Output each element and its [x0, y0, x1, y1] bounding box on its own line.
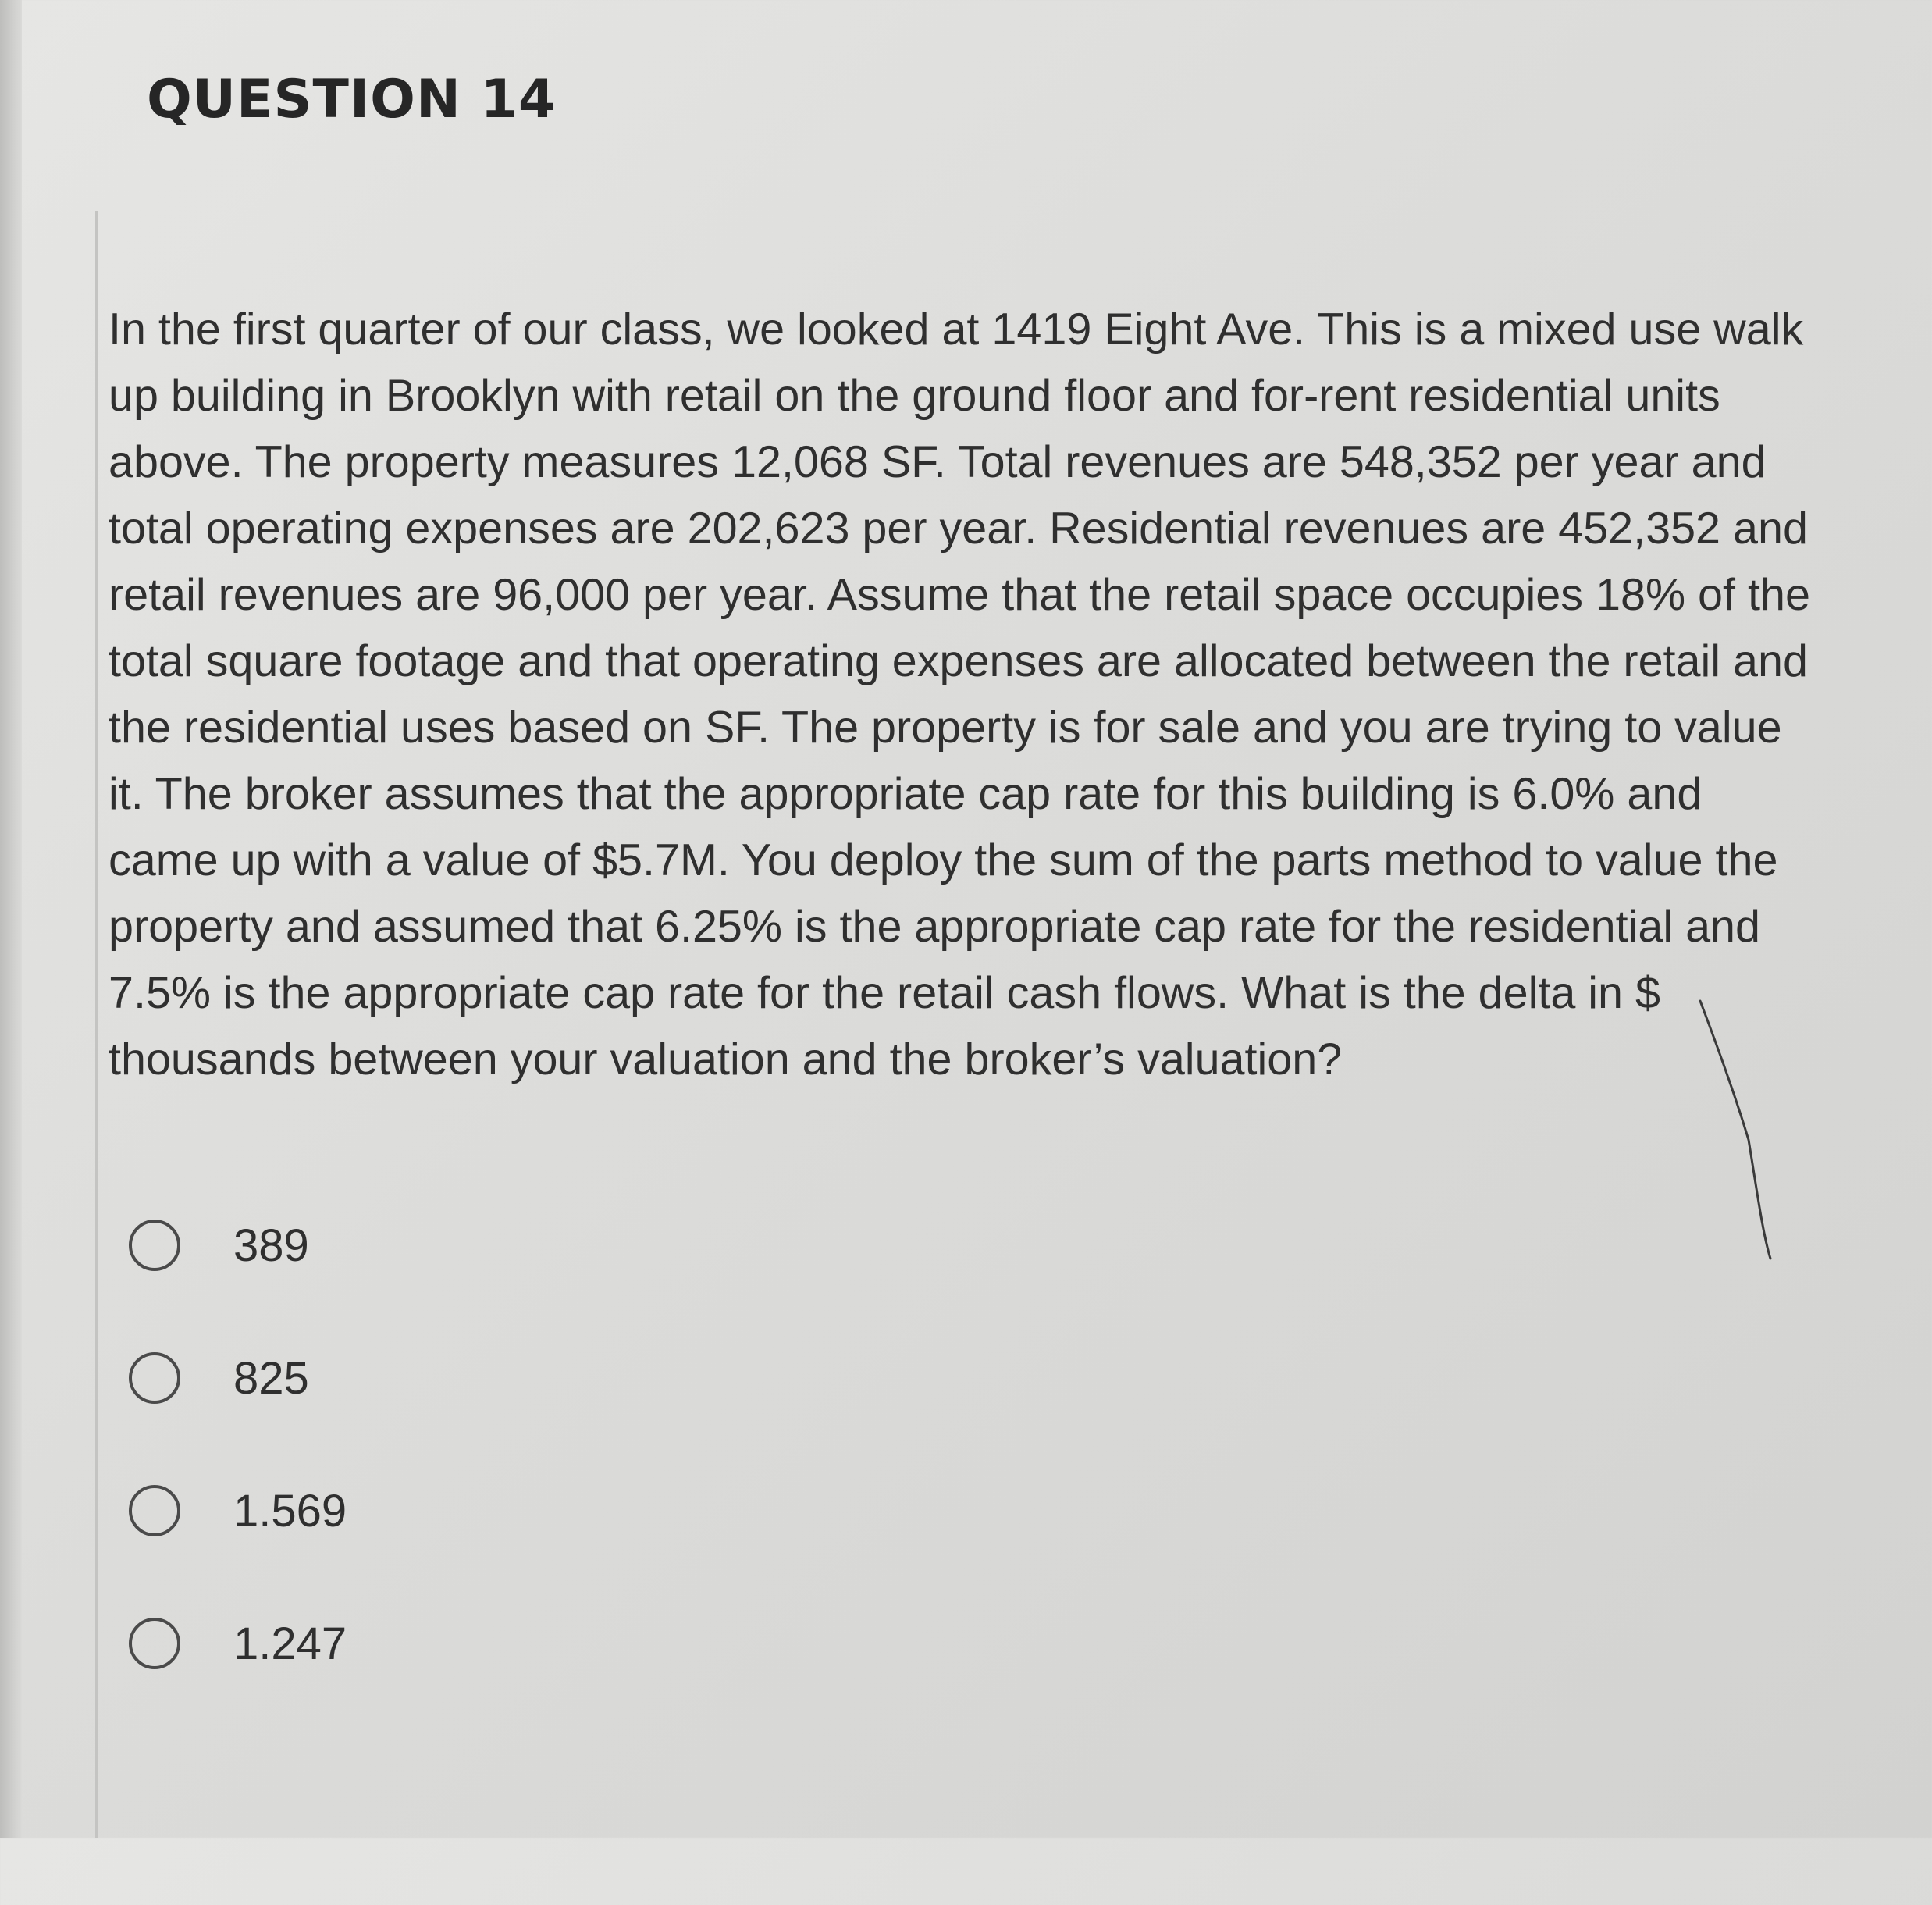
answer-option-label: 1.247 — [233, 1618, 347, 1669]
question-title: QUESTION 14 — [147, 69, 557, 130]
answer-options — [129, 1202, 753, 1905]
radio-button-icon[interactable] — [129, 1220, 180, 1271]
question-header — [22, 0, 1932, 211]
answer-option-label: 389 — [233, 1220, 309, 1271]
question-panel — [95, 211, 1932, 1838]
answer-option-label: 1.569 — [233, 1485, 347, 1536]
answer-option[interactable] — [129, 1601, 675, 1686]
radio-button-icon[interactable] — [129, 1485, 180, 1536]
screen-left-edge — [0, 0, 22, 1838]
answer-option[interactable] — [129, 1335, 675, 1421]
answer-option[interactable] — [129, 1202, 675, 1288]
answer-option[interactable] — [129, 1468, 675, 1554]
answer-option-label: 825 — [233, 1352, 309, 1404]
radio-button-icon[interactable] — [129, 1352, 180, 1404]
radio-button-icon[interactable] — [129, 1618, 180, 1669]
question-text: In the first quarter of our class, we looked at 1419 Eight Ave. This is a mixed use walk up building in Brooklyn with retail on the ground floor and for-rent residential units above. The property measures 12,068 SF. Total revenues are 548,352 per year and total operating expenses are 202,623 per year. Residential revenues are 452,352 and retail revenues are 96,000 per year. Assume that the retail space occupies 18% of the total square footage and that operating expenses are allocated between the retail and the residential uses based on SF. The property is for sale and you are trying to value it. The broker assumes that the appropriate cap rate for this building is 6.0% and came up with a value of $5.7M. You deploy the sum of the parts method to value the property and assumed that 6.25% is the appropriate cap rate for the residential and 7.5% is the appropriate cap rate for the retail cash flows. What is the delta in $ thousands between your valuation and the broker’s valuation? — [109, 304, 1810, 1084]
